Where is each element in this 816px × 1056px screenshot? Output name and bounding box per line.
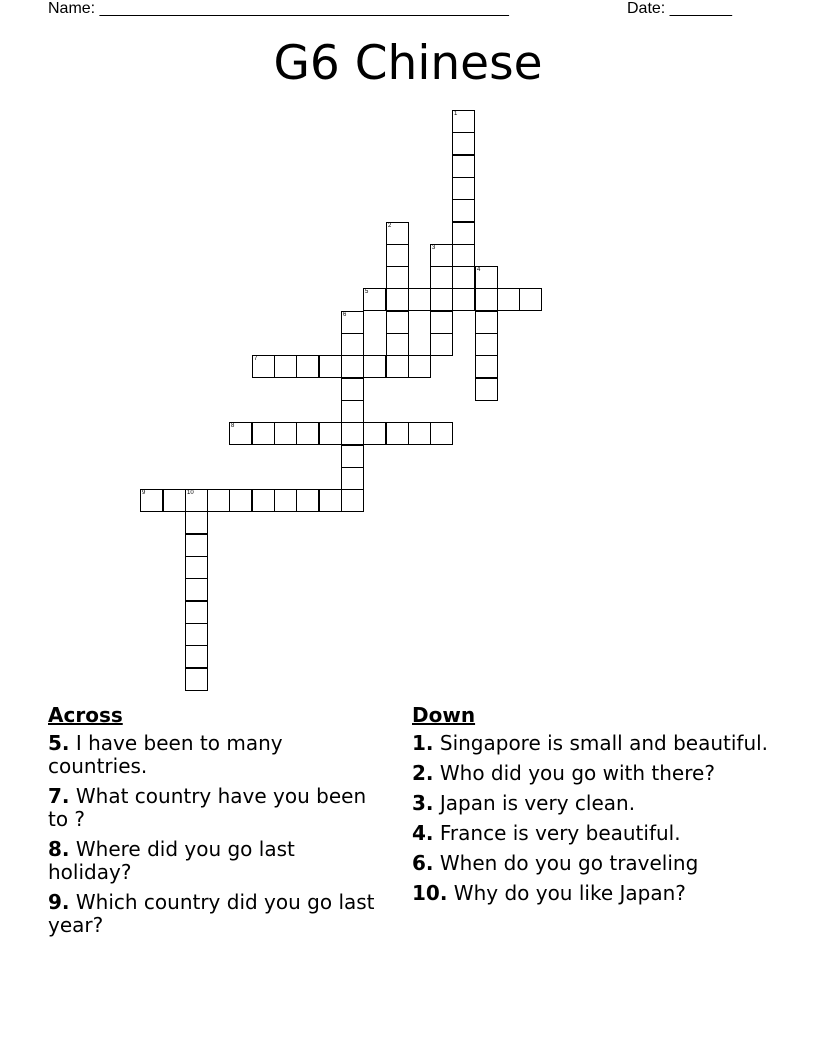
clue-number: 6. — [412, 851, 434, 875]
clue-number: 1. — [412, 731, 434, 755]
clue-text: When do you go traveling — [433, 851, 699, 875]
clue-number-label: 1 — [454, 111, 458, 117]
clue-text: Japan is very clean. — [433, 791, 636, 815]
clue-number-label: 9 — [142, 490, 146, 496]
down-heading: Down — [412, 703, 476, 727]
clue-number-label: 5 — [365, 289, 369, 295]
grid-cell[interactable] — [452, 244, 475, 267]
grid-cell[interactable] — [341, 378, 364, 401]
grid-cell[interactable] — [341, 445, 364, 468]
grid-cell[interactable] — [296, 489, 319, 512]
grid-cell[interactable] — [185, 578, 208, 601]
grid-cell[interactable] — [185, 623, 208, 646]
clue-number: 7. — [48, 784, 70, 808]
clue-down — [412, 792, 772, 815]
grid-cell[interactable] — [475, 333, 498, 356]
grid-cell[interactable] — [185, 601, 208, 624]
clue-down — [412, 822, 772, 845]
grid-cell[interactable] — [386, 244, 409, 267]
page-title: G6 Chinese — [273, 36, 543, 91]
clue-number: 4. — [412, 821, 434, 845]
clue-number: 8. — [48, 837, 70, 861]
grid-cell[interactable] — [519, 288, 542, 311]
clue-number-label: 7 — [254, 356, 258, 362]
clue-number: 10. — [412, 881, 448, 905]
clue-text: Who did you go with there? — [433, 761, 715, 785]
grid-cell[interactable] — [229, 489, 252, 512]
grid-cell[interactable] — [430, 288, 453, 311]
clue-number: 3. — [412, 791, 434, 815]
grid-cell[interactable] — [430, 311, 453, 334]
grid-cell[interactable] — [319, 355, 342, 378]
grid-cell[interactable] — [341, 333, 364, 356]
clue-number: 9. — [48, 890, 70, 914]
grid-cell[interactable] — [185, 668, 208, 691]
grid-cell[interactable] — [252, 355, 275, 378]
grid-cell[interactable] — [430, 244, 453, 267]
grid-cell[interactable] — [207, 489, 230, 512]
down-clues — [412, 702, 772, 912]
clue-number-label: 10 — [187, 490, 194, 496]
clue-number-label: 2 — [388, 223, 392, 229]
clue-across — [48, 838, 378, 884]
grid-cell[interactable] — [497, 288, 520, 311]
grid-cell[interactable] — [475, 311, 498, 334]
grid-cell[interactable] — [341, 400, 364, 423]
grid-cell[interactable] — [185, 489, 208, 512]
grid-cell[interactable] — [386, 422, 409, 445]
grid-cell[interactable] — [452, 199, 475, 222]
grid-cell[interactable] — [319, 489, 342, 512]
across-clues — [48, 702, 378, 944]
grid-cell[interactable] — [475, 288, 498, 311]
grid-cell[interactable] — [185, 645, 208, 668]
grid-cell[interactable] — [252, 422, 275, 445]
grid-cell[interactable] — [408, 355, 431, 378]
grid-cell[interactable] — [363, 355, 386, 378]
grid-cell[interactable] — [274, 489, 297, 512]
clue-number: 2. — [412, 761, 434, 785]
across-heading: Across — [48, 703, 123, 727]
grid-cell[interactable] — [452, 155, 475, 178]
clue-number-label: 6 — [343, 312, 347, 318]
grid-cell[interactable] — [185, 534, 208, 557]
grid-cell[interactable] — [452, 222, 475, 245]
clue-text: Which country did you go last year? — [48, 890, 375, 937]
grid-cell[interactable] — [163, 489, 186, 512]
clue-down — [412, 852, 772, 875]
clue-down — [412, 732, 772, 755]
grid-cell[interactable] — [430, 422, 453, 445]
grid-cell[interactable] — [341, 489, 364, 512]
grid-cell[interactable] — [185, 556, 208, 579]
clue-text: What country have you been to ? — [48, 784, 367, 831]
grid-cell[interactable] — [341, 355, 364, 378]
clue-number-label: 4 — [477, 267, 481, 273]
clue-text: Why do you like Japan? — [447, 881, 686, 905]
grid-cell[interactable] — [452, 110, 475, 133]
grid-cell[interactable] — [408, 288, 431, 311]
grid-cell[interactable] — [452, 266, 475, 289]
grid-cell[interactable] — [341, 467, 364, 490]
clue-text: Where did you go last holiday? — [48, 837, 295, 884]
clue-number-label: 8 — [231, 423, 235, 429]
clue-down — [412, 882, 772, 905]
grid-cell[interactable] — [475, 378, 498, 401]
date-line: Date: _______ — [627, 0, 732, 17]
clue-text: France is very beautiful. — [433, 821, 681, 845]
clue-number-label: 3 — [432, 245, 436, 251]
name-line: Name: ______________________________________________ — [48, 0, 509, 17]
grid-cell[interactable] — [140, 489, 163, 512]
grid-cell[interactable] — [430, 333, 453, 356]
grid-cell[interactable] — [430, 266, 453, 289]
grid-cell[interactable] — [452, 177, 475, 200]
clue-text: I have been to many countries. — [48, 731, 283, 778]
grid-cell[interactable] — [319, 422, 342, 445]
grid-cell[interactable] — [274, 355, 297, 378]
grid-cell[interactable] — [185, 511, 208, 534]
grid-cell[interactable] — [452, 288, 475, 311]
grid-cell[interactable] — [274, 422, 297, 445]
clue-across — [48, 732, 378, 778]
clue-number: 5. — [48, 731, 70, 755]
grid-cell[interactable] — [363, 422, 386, 445]
grid-cell[interactable] — [386, 222, 409, 245]
clue-down — [412, 762, 772, 785]
grid-cell[interactable] — [386, 311, 409, 334]
grid-cell[interactable] — [452, 132, 475, 155]
grid-cell[interactable] — [408, 422, 431, 445]
clue-across — [48, 785, 378, 831]
grid-cell[interactable] — [475, 355, 498, 378]
clue-text: Singapore is small and beautiful. — [433, 731, 769, 755]
grid-cell[interactable] — [475, 266, 498, 289]
grid-cell[interactable] — [386, 355, 409, 378]
grid-cell[interactable] — [341, 422, 364, 445]
grid-cell[interactable] — [386, 266, 409, 289]
grid-cell[interactable] — [296, 422, 319, 445]
grid-cell[interactable] — [386, 333, 409, 356]
grid-cell[interactable] — [296, 355, 319, 378]
grid-cell[interactable] — [363, 288, 386, 311]
grid-cell[interactable] — [252, 489, 275, 512]
clue-across — [48, 891, 378, 937]
grid-cell[interactable] — [386, 288, 409, 311]
grid-cell[interactable] — [341, 311, 364, 334]
grid-cell[interactable] — [229, 422, 252, 445]
